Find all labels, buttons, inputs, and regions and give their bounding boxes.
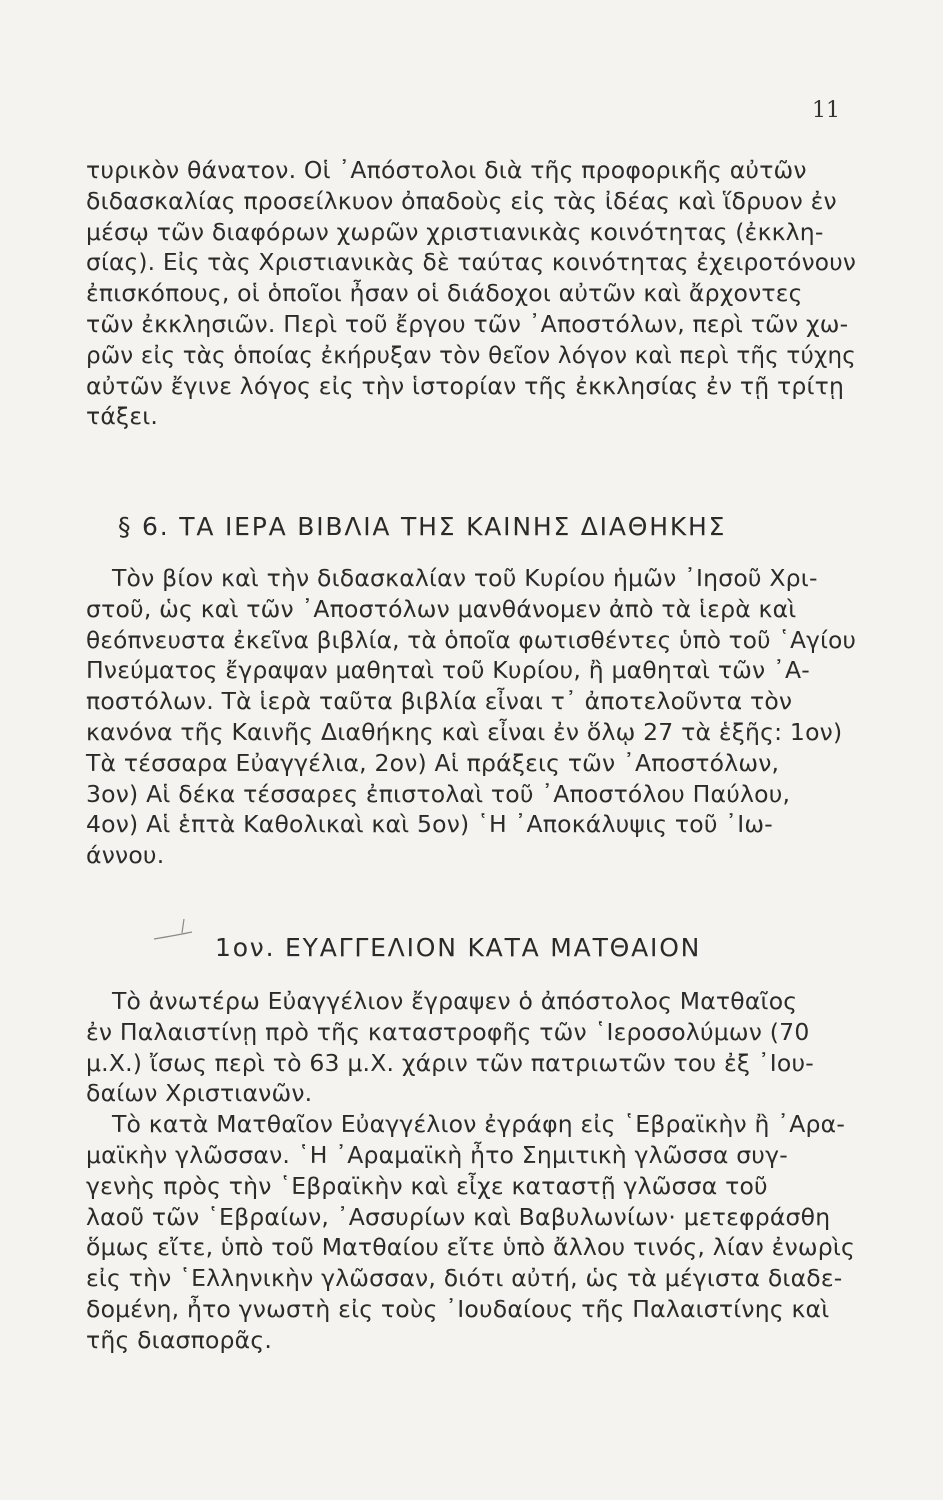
- paragraph-sacred-books: [86, 563, 856, 871]
- text-line: σίας). Εἰς τὰς Χριστιανικὰς δὲ ταύτας κοινότητας ἐχειροτόνουν: [86, 248, 857, 277]
- sub-heading: 1ον. ΕΥΑΓΓΕΛΙΟΝ ΚΑΤΑ ΜΑΤΘΑΙΟΝ: [215, 933, 702, 962]
- text-line: τυρικὸν θάνατον. Οἱ ᾿Απόστολοι διὰ τῆς προφορικῆς αὐτῶν: [86, 156, 807, 184]
- text-line: ρῶν εἰς τὰς ὁποίας ἐκήρυξαν τὸν θεῖον λόγον καὶ περὶ τῆς τύχης: [86, 340, 857, 369]
- section-heading: § 6. ΤΑ ΙΕΡΑ ΒΙΒΛΙΑ ΤΗΣ ΚΑΙΝΗΣ ΔΙΑΘΗΚΗΣ: [118, 512, 727, 541]
- text-line: ἐπισκόπους, οἱ ὁποῖοι ἦσαν οἱ διάδοχοι αὐτῶν καὶ ἄρχοντες: [86, 279, 803, 308]
- text-line: θεόπνευστα ἐκεῖνα βιβλία, τὰ ὁποῖα φωτισθέντες ὑπὸ τοῦ ῾Αγίου: [86, 625, 857, 654]
- text-line: τῆς διασπορᾶς.: [86, 1325, 273, 1354]
- text-line: Τὸ ἀνωτέρω Εὐαγγέλιον ἔγραψεν ὁ ἀπόστολος Ματθαῖος: [112, 987, 798, 1015]
- text-line: δαίων Χριστιανῶν.: [86, 1079, 313, 1108]
- text-line: Τὸν βίον καὶ τὴν διδασκαλίαν τοῦ Κυρίου ἡμῶν ᾿Ιησοῦ Χρι-: [112, 564, 818, 592]
- pencil-mark: [152, 915, 200, 943]
- text-line: 3ον) Αἱ δέκα τέσσαρες ἐπιστολαὶ τοῦ ᾿Αποστόλου Παύλου,: [86, 779, 791, 808]
- text-line: ὅμως εἴτε, ὑπὸ τοῦ Ματθαίου εἴτε ὑπὸ ἄλλου τινός, λίαν ἐνωρὶς: [86, 1233, 856, 1262]
- paragraph-matthew: [86, 986, 856, 1356]
- text-line: ἐν Παλαιστίνῃ πρὸ τῆς καταστροφῆς τῶν ῾Ιεροσολύμων (70: [86, 1017, 810, 1046]
- text-line: Πνεύματος ἔγραψαν μαθηταὶ τοῦ Κυρίου, ἢ μαθηταὶ τῶν ᾿Α-: [86, 656, 810, 685]
- text-line: τάξει.: [86, 402, 159, 431]
- text-line: διδασκαλίας προσείλκυον ὀπαδοὺς εἰς τὰς ἰδέας καὶ ἵδρυον ἐν: [86, 186, 837, 215]
- text-line: μαϊκὴν γλῶσσαν. ῾Η ᾿Αραμαϊκὴ ἦτο Σημιτικὴ γλῶσσα συγ-: [86, 1140, 788, 1169]
- text-line: γενὴς πρὸς τὴν ῾Εβραϊκὴν καὶ εἶχε καταστῇ γλῶσσα τοῦ: [86, 1171, 768, 1200]
- text-line: κανόνα τῆς Καινῆς Διαθήκης καὶ εἶναι ἐν ὅλῳ 27 τὰ ἑξῆς: 1ον): [86, 717, 843, 746]
- text-line: μ.Χ.) ἴσως περὶ τὸ 63 μ.Χ. χάριν τῶν πατριωτῶν του ἐξ ᾿Ιου-: [86, 1048, 814, 1077]
- text-line: άννου.: [86, 841, 165, 870]
- text-line: εἰς τὴν ῾Ελληνικὴν γλῶσσαν, διότι αὐτή, ὡς τὰ μέγιστα διαδε-: [86, 1264, 843, 1293]
- text-line: 4ον) Αἱ ἑπτὰ Καθολικαὶ καὶ 5ον) ῾Η ᾿Αποκάλυψις τοῦ ᾿Ιω-: [86, 810, 773, 839]
- text-line: τῶν ἐκκλησιῶν. Περὶ τοῦ ἔργου τῶν ᾿Αποστόλων, περὶ τῶν χω-: [86, 309, 849, 338]
- text-line: ποστόλων. Τὰ ἱερὰ ταῦτα βιβλία εἶναι τ᾿ ἀποτελοῦντα τὸν: [86, 687, 793, 716]
- paragraph-intro: [86, 155, 856, 432]
- text-line: Τὸ κατὰ Ματθαῖον Εὐαγγέλιον ἐγράφη εἰς ῾Εβραϊκὴν ἢ ᾿Αρα-: [112, 1110, 846, 1139]
- text-line: αὐτῶν ἔγινε λόγος εἰς τὴν ἱστορίαν τῆς ἐκκλησίας ἐν τῇ τρίτῃ: [86, 371, 845, 400]
- text-line: μέσῳ τῶν διαφόρων χωρῶν χριστιανικὰς κοινότητας (ἐκκλη-: [86, 217, 824, 246]
- text-line: στοῦ, ὡς καὶ τῶν ᾿Αποστόλων μανθάνομεν ἀπὸ τὰ ἱερὰ καὶ: [86, 594, 797, 623]
- text-line: λαοῦ τῶν ῾Εβραίων, ᾿Ασσυρίων καὶ Βαβυλωνίων· μετεφράσθη: [86, 1202, 831, 1231]
- text-line: Τὰ τέσσαρα Εὐαγγέλια, 2ον) Αἱ πράξεις τῶν ᾿Αποστόλων,: [86, 748, 780, 777]
- text-line: δομένη, ἦτο γνωστὴ εἰς τοὺς ᾿Ιουδαίους τῆς Παλαιστίνης καὶ: [86, 1294, 830, 1323]
- page-number: 11: [812, 98, 840, 123]
